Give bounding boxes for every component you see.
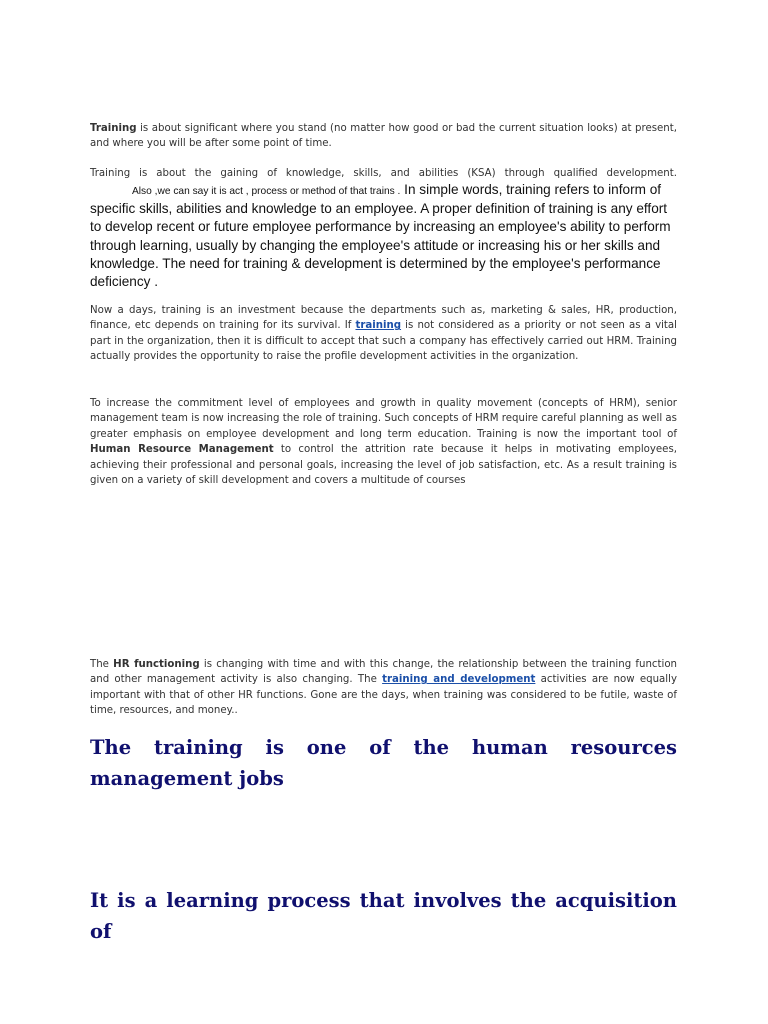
training-link[interactable]: training xyxy=(355,320,402,332)
paragraph-mixed xyxy=(90,181,677,291)
paragraph-training-definition xyxy=(90,166,677,292)
heading-hrm-jobs: The training is one of the human resources management jobs xyxy=(90,736,677,790)
paragraph-text: To increase the commitment level of employees and growth in quality movement (concepts of HRM), senior management team is now increasing the role of training. Such concepts of HRM require careful planning as well as greater emphasis on employee development and long term education. Training is now the important tool of xyxy=(90,398,677,440)
paragraph-text: Now a days, training is an investment because the departments such as, marketing & sales, HR, production, finance, etc depends on training for its survival. If xyxy=(90,305,677,332)
paragraph-text: is changing with time and with this change, the relationship between the training function and other management activity is also changing. The xyxy=(90,659,678,686)
paragraph-line: Training is about the gaining of knowledge, skills, and abilities (KSA) through qualified development. xyxy=(90,168,677,179)
paragraph-text: activities are now equally important with that of other HR functions. Gone are the days, when training was considered to be futile, waste of time, resources, and money.. xyxy=(90,674,677,717)
paragraph-text: to control the attrition rate because it helps in motivating employees, achieving their professional and personal goals, increasing the level of job satisfaction, etc. As a result training is given on a variety of skill development and covers a multitude of courses xyxy=(90,444,677,487)
paragraph-training-intro xyxy=(90,121,677,152)
training-and-development-link[interactable]: training and development xyxy=(382,674,536,686)
paragraph-text: is not considered as a priority or not seen as a vital part in the organization, then it is difficult to accept that such a company has effectively carried out HRM. Training actually provides the opportunity to raise the profile development activities in the organization. xyxy=(90,320,677,363)
paragraph-hr-functioning xyxy=(90,657,677,719)
paragraph-investment xyxy=(90,303,677,365)
paragraph-text: is about significant where you stand (no matter how good or bad the current situation looks) at present, and where you will be after some point of time. xyxy=(90,123,677,150)
paragraph-commitment xyxy=(90,396,677,488)
heading-learning-process: It is a learning process that involves the acquisition of xyxy=(90,889,677,943)
paragraph-text: The xyxy=(90,659,114,670)
bold-term-hrm: Human Resource Management xyxy=(90,444,274,456)
paragraph-large-text: In simple words, training refers to inform of specific skills, abilities and knowledge to an employee. A proper definition of training is any effort to develop recent or future employee performance by increasing an employee's ability to perform through learning, usually by changing the employee's attitude or increasing his or her skills and knowledge. The need for training & development is determined by the employee's performance deficiency . xyxy=(90,182,671,290)
bold-term-training: Training xyxy=(90,123,137,134)
bold-term-hr-functioning: HR functioning xyxy=(113,659,200,670)
paragraph-small-text: Also ,we can say it is act , process or method of that trains . xyxy=(132,186,401,198)
